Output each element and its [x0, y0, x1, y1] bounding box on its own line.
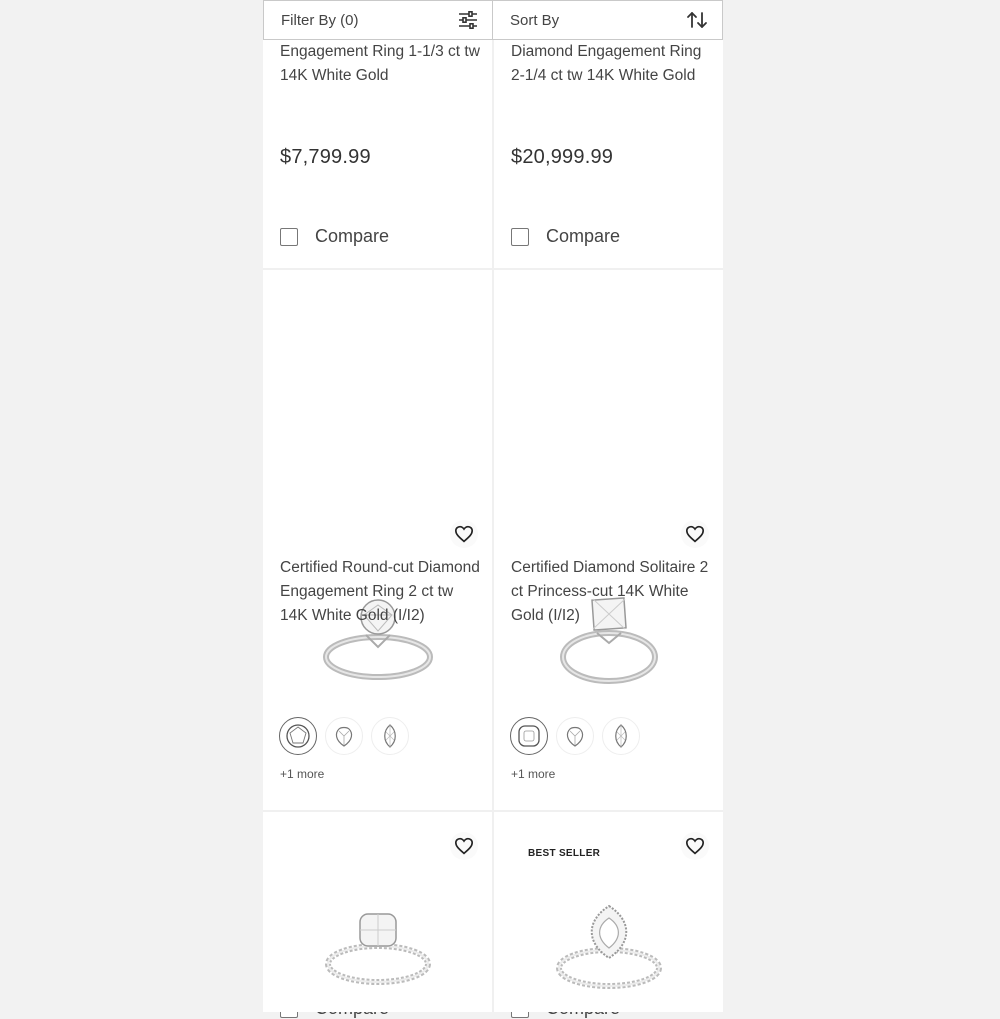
- wishlist-heart-icon[interactable]: [681, 832, 709, 860]
- marquise-diamond-icon[interactable]: [602, 717, 640, 755]
- sort-button[interactable]: [493, 0, 723, 40]
- product-image[interactable]: [494, 902, 723, 1002]
- sort-arrows-icon: [686, 11, 708, 29]
- more-variants-link[interactable]: +1 more: [511, 767, 556, 781]
- shape-swatches: [279, 717, 409, 755]
- product-card[interactable]: [263, 812, 492, 1012]
- product-grid: [263, 40, 723, 1012]
- product-title[interactable]: Diamond Engagement Ring 2-1/4 ct tw 14K White Gold: [511, 43, 702, 84]
- compare-label: Compare: [315, 226, 390, 246]
- product-card[interactable]: [494, 40, 723, 268]
- compare-toggle[interactable]: [280, 226, 389, 247]
- filter-sort-bar: [263, 0, 723, 40]
- product-title[interactable]: Certified Round-cut Diamond Engagement Ring 2 ct tw 14K White Gold (I/I2): [280, 559, 480, 624]
- filter-label: Filter By (0): [281, 11, 359, 29]
- product-image[interactable]: [263, 902, 492, 992]
- shape-swatches: [510, 717, 640, 755]
- compare-toggle[interactable]: [511, 226, 620, 247]
- round-diamond-icon[interactable]: [279, 717, 317, 755]
- filter-button[interactable]: [263, 0, 493, 40]
- more-variants-link[interactable]: +1 more: [280, 767, 325, 781]
- best-seller-badge: BEST SELLER: [528, 848, 601, 859]
- product-card[interactable]: [494, 270, 723, 810]
- product-card[interactable]: [494, 812, 723, 1012]
- product-listing-screen: [263, 0, 723, 1000]
- sort-label: Sort By: [510, 11, 560, 29]
- compare-label: Compare: [546, 226, 621, 246]
- compare-checkbox[interactable]: [280, 228, 298, 246]
- wishlist-heart-icon[interactable]: [681, 520, 709, 548]
- product-price: $20,999.99: [511, 146, 614, 168]
- product-card[interactable]: [263, 270, 492, 810]
- product-card[interactable]: [263, 40, 492, 268]
- product-price: $7,799.99: [280, 146, 371, 168]
- wishlist-heart-icon[interactable]: [450, 832, 478, 860]
- pear-diamond-icon[interactable]: [556, 717, 594, 755]
- wishlist-heart-icon[interactable]: [450, 520, 478, 548]
- compare-checkbox[interactable]: [511, 228, 529, 246]
- pear-diamond-icon[interactable]: [325, 717, 363, 755]
- product-title[interactable]: Certified Diamond Solitaire 2 ct Princess-cut 14K White Gold (I/I2): [511, 559, 709, 624]
- marquise-diamond-icon[interactable]: [371, 717, 409, 755]
- product-title[interactable]: Engagement Ring 1-1/3 ct tw 14K White Gold: [280, 43, 480, 84]
- sliders-icon: [458, 11, 478, 29]
- cushion-diamond-icon[interactable]: [510, 717, 548, 755]
